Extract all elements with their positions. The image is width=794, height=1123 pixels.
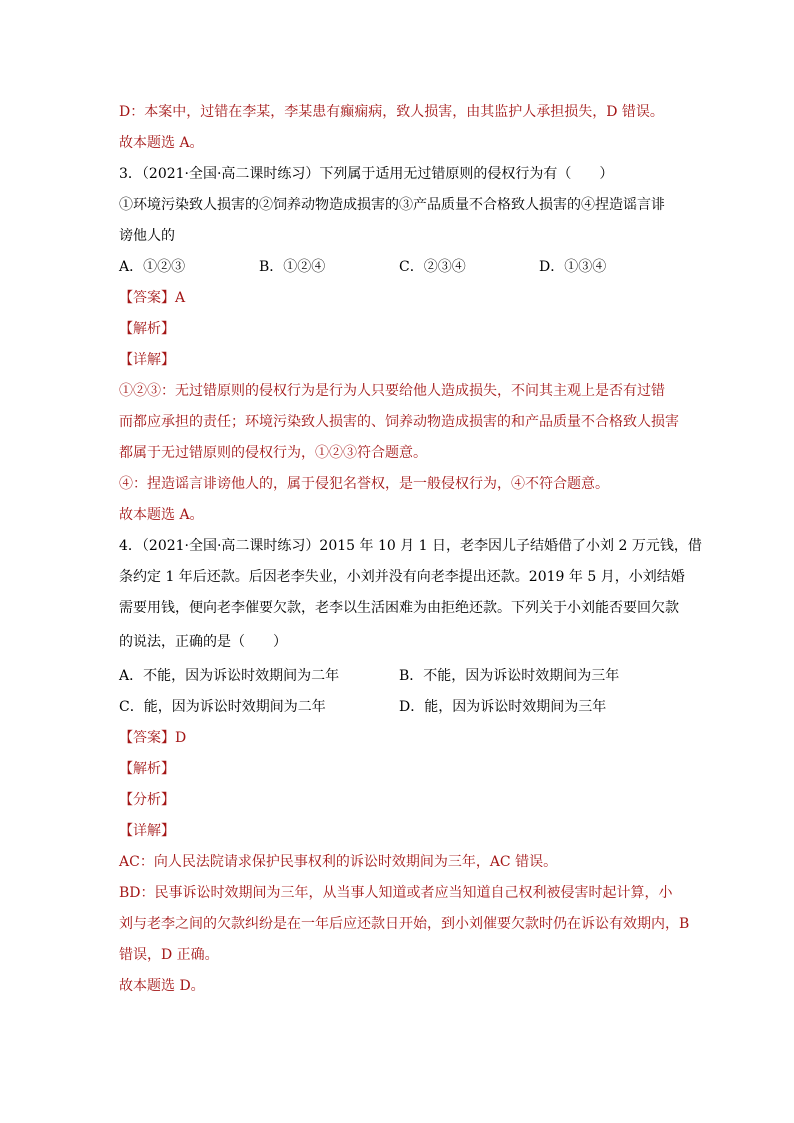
q4-options-row-1 [119, 666, 699, 686]
q3-option-d: D．①③④ [539, 259, 607, 275]
q4-stem-line: 的说法，正确的是（ ） [119, 634, 287, 650]
q3-options [119, 257, 699, 277]
document-page [119, 102, 702, 1007]
q4-answer: 【答案】D [119, 730, 187, 746]
q4-detail-ac: AC：向人民法院请求保护民事权利的诉讼时效期间为三年，AC 错误。 [119, 854, 558, 870]
q3-analysis-label: 【解析】 [119, 321, 175, 337]
q3-statements [119, 195, 699, 246]
q3-statements-line: ①环境污染致人损害的②饲养动物造成损害的③产品质量不合格致人损害的④捏造谣言诽 [119, 197, 665, 213]
q4-option-b: B．不能，因为诉讼时效期间为三年 [399, 668, 620, 684]
q2-option-d-analysis: D：本案中，过错在李某，李某患有癫痫病，致人损害，由其监护人承担损失，D 错误。 [119, 104, 664, 120]
q4-analysis-label: 【解析】 [119, 761, 175, 777]
q2-conclusion: 故本题选 A。 [119, 135, 204, 151]
q3-detail-line: 都属于无过错原则的侵权行为，①②③符合题意。 [119, 445, 427, 461]
q4-stem-line: 4．（2021·全国·高二课时练习）2015 年 10 月 1 日，老李因儿子结婚借了小刘 2 万元钱，借 [119, 538, 702, 554]
q4-detail-bd [119, 883, 699, 965]
q3-detail-line: ①②③：无过错原则的侵权行为是行为人只要给他人造成损失，不问其主观上是否有过错 [119, 383, 665, 399]
q4-detail-line: 刘与老李之间的欠款纠纷是在一年后应还款日开始，到小刘催要欠款时仍在诉讼有效期内，B [119, 916, 690, 932]
q3-detail-statement-4: ④：捏造谣言诽谤他人的，属于侵犯名誉权，是一般侵权行为，④不符合题意。 [119, 476, 609, 492]
q4-detail-line: 错误，D 正确。 [119, 947, 219, 963]
q4-option-c: C．能，因为诉讼时效期间为二年 [119, 699, 326, 715]
q4-stem [119, 536, 702, 652]
q3-option-b: B．①②④ [259, 259, 326, 275]
q4-stem-line: 需要用钱，便向老李催要欠款，老李以生活困难为由拒绝还款。下列关于小刘能否要回欠款 [119, 600, 679, 616]
q3-conclusion: 故本题选 A。 [119, 507, 204, 523]
q3-answer: 【答案】A [119, 290, 186, 306]
q3-stem: 3．（2021·全国·高二课时练习）下列属于适用无过错原则的侵权行为有（ ） [119, 166, 614, 182]
q4-conclusion: 故本题选 D。 [119, 978, 205, 994]
q3-statements-line: 谤他人的 [119, 228, 175, 244]
q3-detail-label: 【详解】 [119, 352, 175, 368]
q3-option-c: C．②③④ [399, 259, 466, 275]
q4-option-a: A．不能，因为诉讼时效期间为二年 [119, 668, 340, 684]
q3-option-a: A．①②③ [119, 259, 186, 275]
q4-stem-line: 条约定 1 年后还款。后因老李失业，小刘并没有向老李提出还款。2019 年 5 月，小刘结婚 [119, 569, 685, 585]
q4-detail-line: BD：民事诉讼时效期间为三年，从当事人知道或者应当知道自己权利被侵害时起计算，小 [119, 885, 673, 901]
q3-detail [119, 381, 699, 463]
q4-detail-label: 【详解】 [119, 823, 175, 839]
q4-options-row-2 [119, 697, 699, 717]
q4-analyze-label: 【分析】 [119, 792, 175, 808]
q4-option-d: D．能，因为诉讼时效期间为三年 [399, 699, 607, 715]
q3-detail-line: 而都应承担的责任；环境污染致人损害的、饲养动物造成损害的和产品质量不合格致人损害 [119, 414, 679, 430]
